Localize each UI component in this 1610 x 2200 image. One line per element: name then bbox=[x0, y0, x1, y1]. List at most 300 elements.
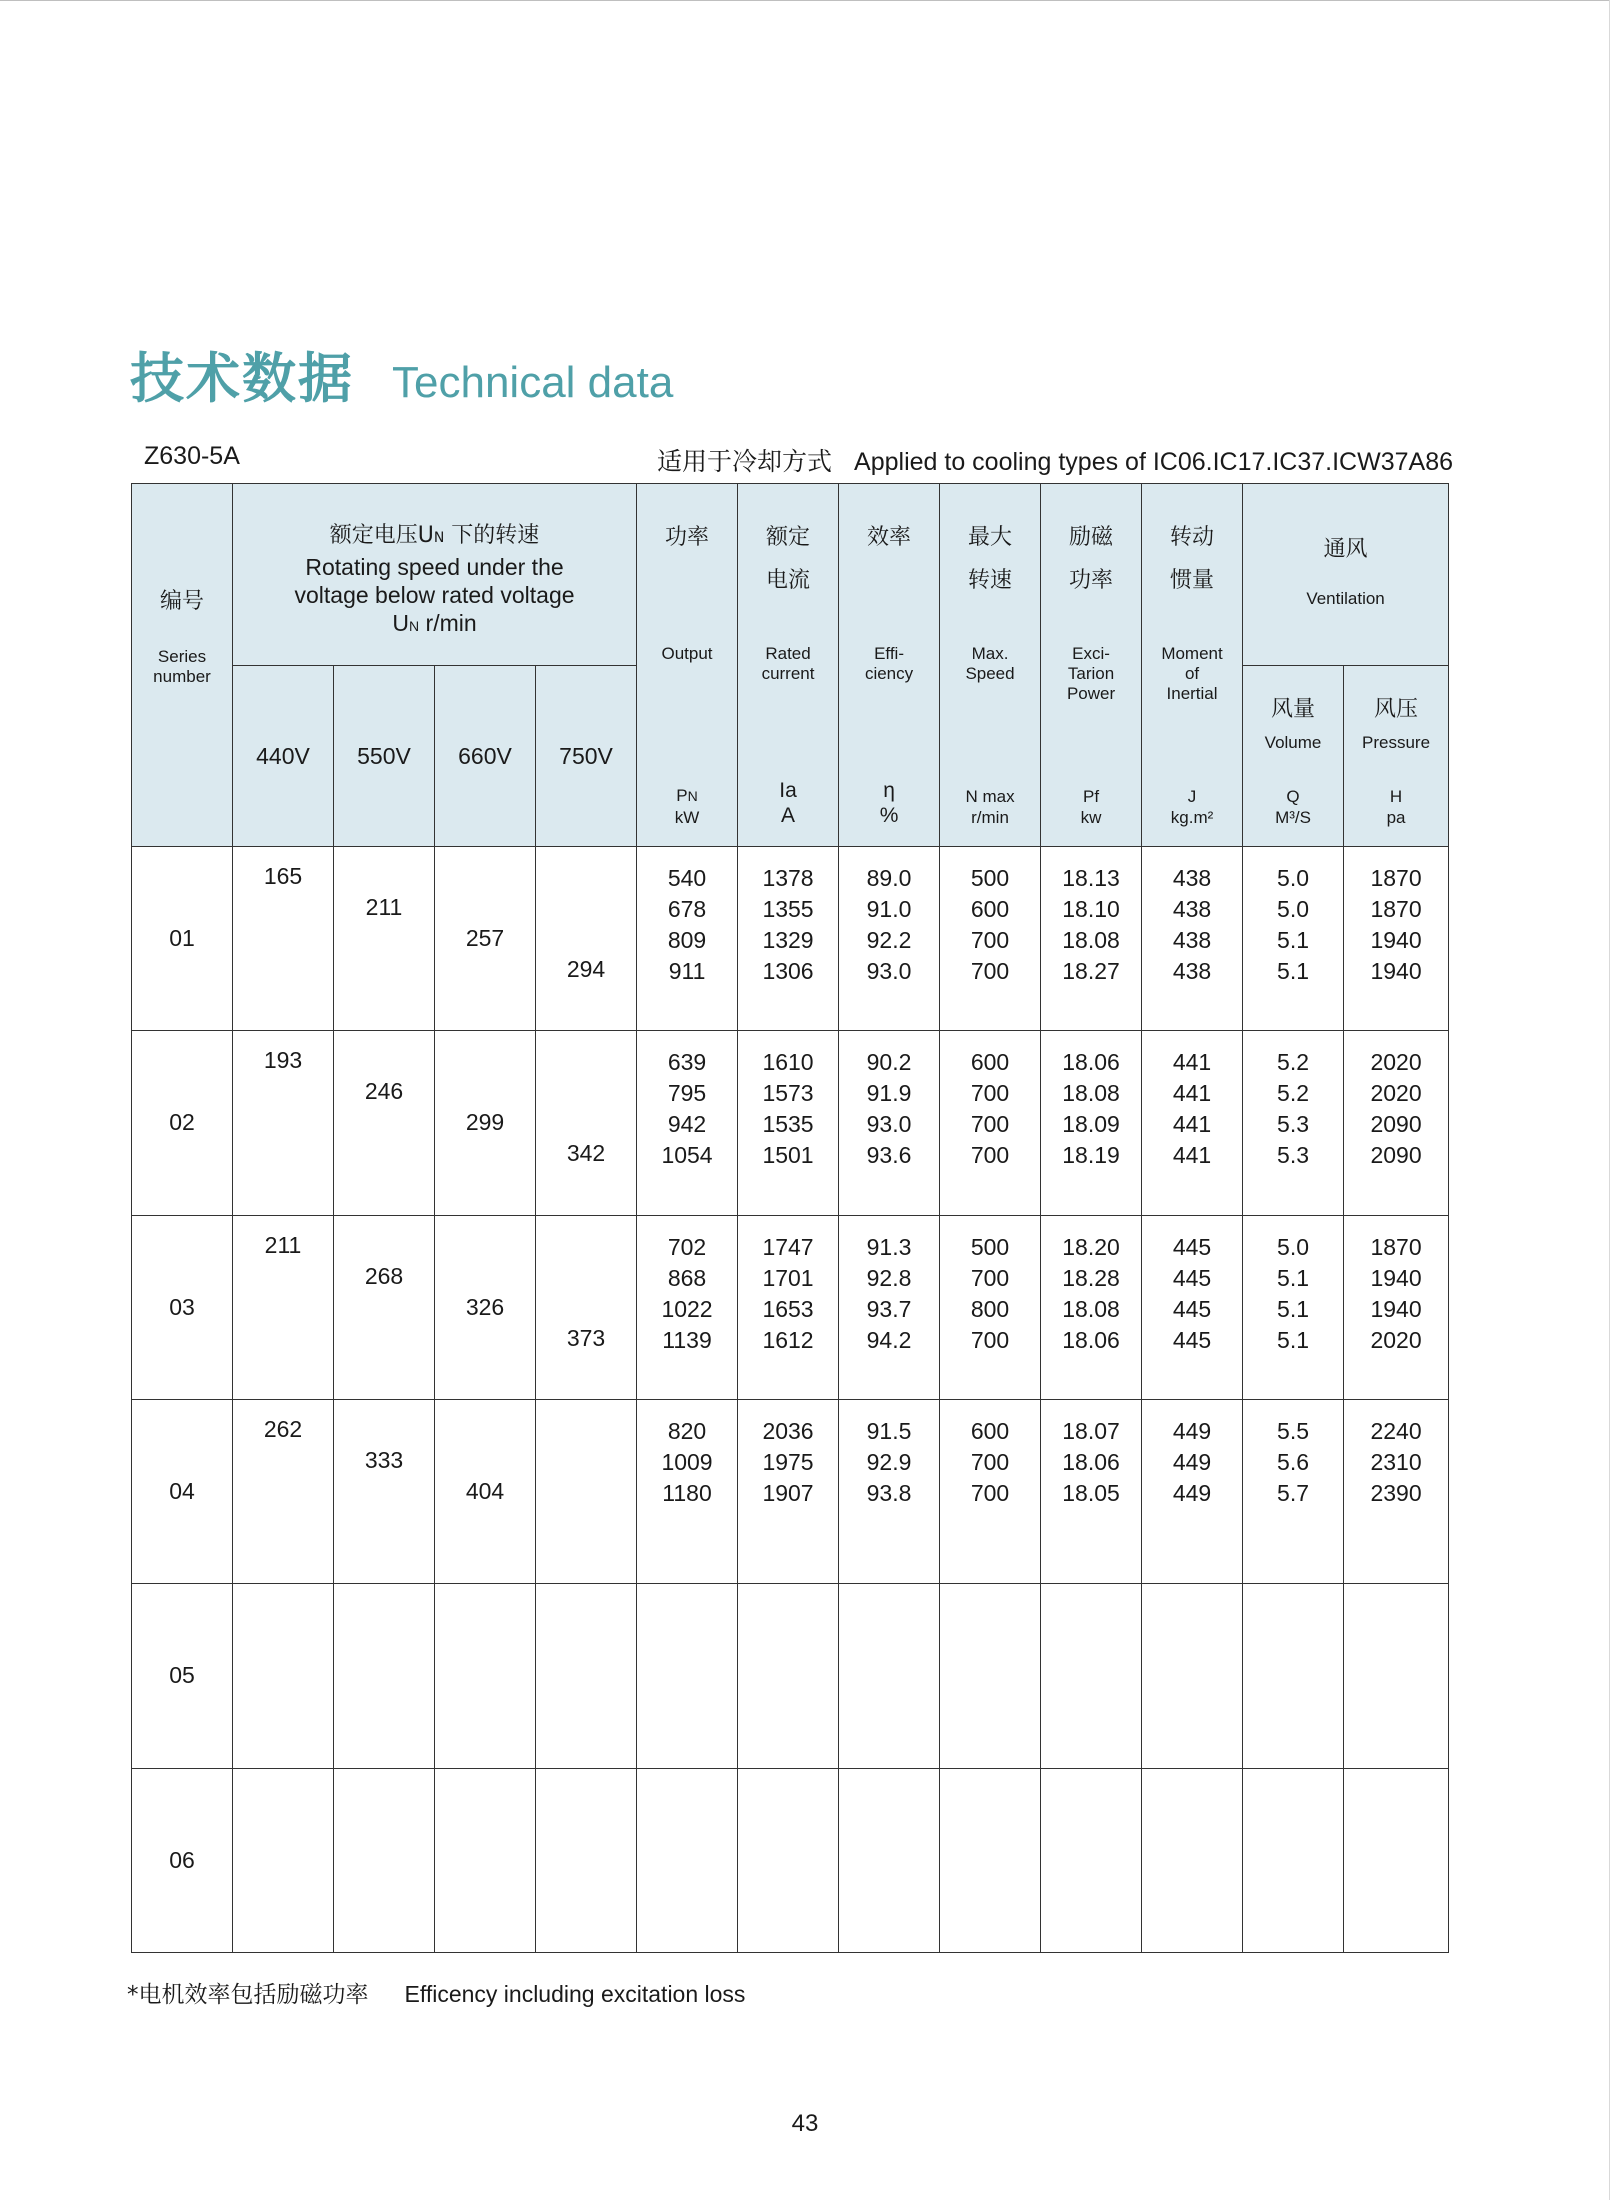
series-number-cell: 06 bbox=[132, 1768, 233, 1952]
pf-cell bbox=[1041, 847, 1142, 1031]
j-value: 449 bbox=[1172, 1448, 1212, 1475]
pf-value: 18.06 bbox=[1062, 1326, 1120, 1353]
rated-speed-value bbox=[536, 1876, 636, 1907]
excitation-en1: Exci- bbox=[1072, 644, 1110, 663]
current-en2: current bbox=[761, 664, 815, 683]
output-value: 809 bbox=[667, 927, 707, 953]
speed-cell bbox=[940, 1399, 1041, 1583]
speed-v550-cell bbox=[334, 847, 435, 1031]
speed-v440-cell bbox=[233, 1768, 334, 1952]
eff-value: 93.0 bbox=[866, 1111, 912, 1138]
q-value: 5.0 bbox=[1277, 865, 1310, 891]
current-cell bbox=[738, 847, 839, 1031]
efficiency-en1: Effi- bbox=[874, 644, 904, 663]
speed-cn1: 最大 bbox=[968, 525, 1013, 550]
speed-cell bbox=[940, 1215, 1041, 1399]
output-cn: 功率 bbox=[665, 525, 710, 550]
rated-speed-value: 373 bbox=[566, 1324, 606, 1351]
speed-value: 700 bbox=[970, 1264, 1010, 1291]
speed-v750-cell bbox=[536, 1399, 637, 1583]
pressure-unit1: H bbox=[1389, 787, 1403, 806]
current-cell bbox=[738, 1399, 839, 1583]
pf-value: 18.05 bbox=[1062, 1479, 1120, 1506]
eff-value: 91.5 bbox=[866, 1417, 912, 1444]
speed-v440-cell bbox=[233, 1215, 334, 1399]
speed-value: 700 bbox=[970, 1080, 1010, 1107]
pf-value: 18.10 bbox=[1062, 896, 1120, 922]
excitation-unit1: Pf bbox=[1083, 787, 1100, 806]
inertia-en1: Moment bbox=[1161, 644, 1223, 663]
current-value: 1573 bbox=[762, 1080, 814, 1107]
h-value: 1870 bbox=[1370, 1233, 1422, 1260]
inertia-cn2: 惯量 bbox=[1170, 568, 1215, 593]
pf-value: 18.09 bbox=[1062, 1111, 1120, 1138]
volume-cn: 风量 bbox=[1271, 697, 1316, 722]
j-value: 441 bbox=[1172, 1142, 1212, 1169]
ventilation-header bbox=[1243, 484, 1449, 666]
eff-value: 94.2 bbox=[866, 1326, 912, 1353]
j-cell bbox=[1142, 1031, 1243, 1215]
inertia-header bbox=[1142, 484, 1243, 847]
speed-v660-cell bbox=[435, 1584, 536, 1768]
pressure-unit2: pa bbox=[1386, 808, 1406, 827]
speed-v550-cell bbox=[334, 1584, 435, 1768]
rated-speed-value: 299 bbox=[465, 1109, 505, 1136]
rotating-en3-pre: U bbox=[392, 610, 410, 636]
pf-value: 18.27 bbox=[1062, 958, 1120, 984]
current-value: 1535 bbox=[762, 1111, 814, 1138]
rotating-speed-header bbox=[233, 484, 637, 666]
speed-en1: Max. bbox=[971, 644, 1009, 663]
pf-cell bbox=[1041, 1215, 1142, 1399]
rated-speed-value: 268 bbox=[364, 1262, 404, 1289]
pf-value: 18.07 bbox=[1062, 1417, 1120, 1444]
speed-value: 800 bbox=[970, 1295, 1010, 1322]
eff-cell bbox=[839, 1584, 940, 1768]
speed-v750-cell bbox=[536, 1584, 637, 1768]
eff-cell bbox=[839, 847, 940, 1031]
eff-value: 93.0 bbox=[866, 958, 912, 984]
voltage-660v: 660V bbox=[435, 666, 536, 847]
current-value: 1329 bbox=[762, 927, 814, 953]
output-header bbox=[637, 484, 738, 847]
title-en: Technical data bbox=[392, 358, 674, 407]
footnote-en: Efficency including excitation loss bbox=[404, 1981, 746, 2007]
h-value: 1940 bbox=[1370, 1264, 1422, 1291]
rated-speed-value: 246 bbox=[364, 1078, 404, 1105]
speed-v750-cell bbox=[536, 847, 637, 1031]
volume-unit1: Q bbox=[1286, 787, 1300, 806]
pf-cell bbox=[1041, 1399, 1142, 1583]
series-number-cell: 03 bbox=[132, 1215, 233, 1399]
series-number-cell: 02 bbox=[132, 1031, 233, 1215]
inertia-unit2: kg.m² bbox=[1170, 808, 1214, 827]
page-title bbox=[130, 336, 673, 413]
eff-value: 91.0 bbox=[866, 896, 912, 922]
speed-value: 600 bbox=[970, 1417, 1010, 1444]
j-value: 438 bbox=[1172, 896, 1212, 922]
output-value: 820 bbox=[667, 1417, 707, 1444]
q-value: 5.1 bbox=[1277, 1326, 1310, 1353]
speed-cell bbox=[940, 847, 1041, 1031]
q-value: 5.7 bbox=[1277, 1479, 1310, 1506]
table-row bbox=[132, 1768, 1449, 1952]
table-row bbox=[132, 1031, 1449, 1215]
speed-value: 500 bbox=[970, 865, 1010, 891]
pressure-en: Pressure bbox=[1362, 733, 1431, 752]
q-value: 5.0 bbox=[1277, 1233, 1310, 1260]
pf-value: 18.13 bbox=[1062, 865, 1120, 891]
speed-v750-cell bbox=[536, 1215, 637, 1399]
rated-speed-value: 165 bbox=[263, 863, 303, 889]
pf-value: 18.08 bbox=[1062, 927, 1120, 953]
speed-v440-cell bbox=[233, 1399, 334, 1583]
speed-value: 700 bbox=[970, 1448, 1010, 1475]
current-unit2: A bbox=[781, 804, 796, 827]
rotating-cn-post: 下的转速 bbox=[444, 523, 540, 548]
output-value: 540 bbox=[667, 865, 707, 891]
volume-header bbox=[1243, 666, 1344, 847]
efficiency-cn: 效率 bbox=[867, 525, 912, 550]
current-value: 1306 bbox=[762, 958, 814, 984]
excitation-header bbox=[1041, 484, 1142, 847]
rated-speed-value: 342 bbox=[566, 1140, 606, 1167]
volume-en: Volume bbox=[1264, 733, 1322, 752]
h-value: 2390 bbox=[1370, 1479, 1422, 1506]
q-cell bbox=[1243, 847, 1344, 1031]
q-cell bbox=[1243, 1215, 1344, 1399]
speed-value: 500 bbox=[970, 1233, 1010, 1260]
eff-value: 92.2 bbox=[866, 927, 912, 953]
speed-cell bbox=[940, 1768, 1041, 1952]
q-value: 5.5 bbox=[1277, 1417, 1310, 1444]
output-value: 942 bbox=[667, 1111, 707, 1138]
q-value: 5.1 bbox=[1277, 1264, 1310, 1291]
output-value: 795 bbox=[667, 1080, 707, 1107]
pf-value: 18.20 bbox=[1062, 1233, 1120, 1260]
output-value: 868 bbox=[667, 1264, 707, 1291]
speed-v550-cell bbox=[334, 1768, 435, 1952]
current-value: 1355 bbox=[762, 896, 814, 922]
j-value: 449 bbox=[1172, 1417, 1212, 1444]
speed-value: 700 bbox=[970, 1111, 1010, 1138]
output-cell bbox=[637, 1031, 738, 1215]
rated-speed-value: 294 bbox=[566, 956, 606, 982]
footnote-cn: *电机效率包括励磁功率 bbox=[127, 1982, 369, 2008]
excitation-en3: Power bbox=[1066, 684, 1116, 703]
h-cell bbox=[1344, 1215, 1449, 1399]
speed-header bbox=[940, 484, 1041, 847]
rated-speed-value: 333 bbox=[364, 1446, 404, 1473]
j-cell bbox=[1142, 1215, 1243, 1399]
speed-cell bbox=[940, 1031, 1041, 1215]
output-cell bbox=[637, 1215, 738, 1399]
speed-v440-cell bbox=[233, 1031, 334, 1215]
rotating-en3-sub: N bbox=[409, 618, 420, 634]
pf-value: 18.28 bbox=[1062, 1264, 1120, 1291]
speed-cn2: 转速 bbox=[968, 568, 1013, 593]
rated-speed-value: 257 bbox=[465, 925, 505, 951]
j-cell bbox=[1142, 1584, 1243, 1768]
q-cell bbox=[1243, 1031, 1344, 1215]
q-value: 5.0 bbox=[1277, 896, 1310, 922]
h-value: 2020 bbox=[1370, 1080, 1422, 1107]
current-value: 1747 bbox=[762, 1233, 814, 1260]
series-number-cell: 01 bbox=[132, 847, 233, 1031]
pf-value: 18.06 bbox=[1062, 1049, 1120, 1076]
eff-cell bbox=[839, 1215, 940, 1399]
rotating-cn-pre: 额定电压U bbox=[329, 523, 434, 548]
output-value: 1009 bbox=[661, 1448, 713, 1475]
j-value: 438 bbox=[1172, 927, 1212, 953]
rotating-en3 bbox=[233, 609, 636, 640]
eff-value: 92.9 bbox=[866, 1448, 912, 1475]
inertia-en3: Inertial bbox=[1166, 684, 1218, 703]
rated-speed-value bbox=[435, 1845, 535, 1876]
eff-value: 91.9 bbox=[866, 1080, 912, 1107]
speed-unit1: N max bbox=[965, 787, 1015, 806]
rated-speed-value: 211 bbox=[264, 1231, 302, 1258]
pressure-cn: 风压 bbox=[1374, 697, 1419, 722]
rated-speed-value: 326 bbox=[465, 1293, 505, 1320]
h-value: 1940 bbox=[1370, 927, 1422, 953]
pf-cell bbox=[1041, 1584, 1142, 1768]
output-cell bbox=[637, 847, 738, 1031]
cooling-cn: 适用于冷却方式 bbox=[657, 447, 833, 476]
current-cn1: 额定 bbox=[766, 525, 811, 550]
rated-speed-value: 193 bbox=[263, 1047, 303, 1074]
rated-speed-value bbox=[435, 1660, 535, 1691]
h-value: 1940 bbox=[1370, 958, 1422, 984]
q-value: 5.3 bbox=[1277, 1142, 1310, 1169]
speed-v660-cell bbox=[435, 1399, 536, 1583]
speed-v550-cell bbox=[334, 1399, 435, 1583]
rated-speed-value bbox=[334, 1814, 434, 1845]
speed-v550-cell bbox=[334, 1031, 435, 1215]
current-header bbox=[738, 484, 839, 847]
h-cell bbox=[1344, 1768, 1449, 1952]
inertia-cn1: 转动 bbox=[1170, 525, 1215, 550]
current-value: 1501 bbox=[762, 1142, 814, 1169]
eff-value: 93.8 bbox=[866, 1479, 912, 1506]
q-value: 5.2 bbox=[1277, 1080, 1310, 1107]
eff-value: 89.0 bbox=[866, 865, 912, 891]
output-en: Output bbox=[661, 644, 713, 663]
series-number-cell: 05 bbox=[132, 1584, 233, 1768]
j-cell bbox=[1142, 847, 1243, 1031]
h-value: 1870 bbox=[1370, 865, 1422, 891]
h-value: 1870 bbox=[1370, 896, 1422, 922]
speed-value: 700 bbox=[970, 1142, 1010, 1169]
efficiency-unit2: % bbox=[879, 804, 899, 827]
speed-v440-cell bbox=[233, 847, 334, 1031]
j-value: 441 bbox=[1172, 1080, 1212, 1107]
speed-v440-cell bbox=[233, 1584, 334, 1768]
h-value: 2090 bbox=[1370, 1142, 1422, 1169]
rated-speed-value bbox=[233, 1783, 333, 1814]
current-value: 2036 bbox=[762, 1417, 814, 1444]
current-unit1: Ia bbox=[779, 779, 797, 802]
rotating-en3-post: r/min bbox=[419, 610, 477, 636]
title-cn: 技术数据 bbox=[130, 347, 354, 410]
q-value: 5.2 bbox=[1277, 1049, 1310, 1076]
current-value: 1653 bbox=[762, 1295, 814, 1322]
pressure-header bbox=[1344, 666, 1449, 847]
j-value: 441 bbox=[1172, 1111, 1212, 1138]
excitation-en2: Tarion bbox=[1067, 664, 1115, 683]
table-row bbox=[132, 847, 1449, 1031]
q-cell bbox=[1243, 1768, 1344, 1952]
speed-value: 700 bbox=[970, 958, 1010, 984]
j-value: 438 bbox=[1172, 865, 1212, 891]
q-value: 5.1 bbox=[1277, 1295, 1310, 1322]
rated-speed-value bbox=[536, 1507, 636, 1538]
current-en1: Rated bbox=[765, 644, 811, 663]
q-value: 5.3 bbox=[1277, 1111, 1310, 1138]
series-number-cell: 04 bbox=[132, 1399, 233, 1583]
output-cell bbox=[637, 1399, 738, 1583]
j-value: 445 bbox=[1172, 1233, 1212, 1260]
speed-v750-cell bbox=[536, 1031, 637, 1215]
current-value: 1701 bbox=[762, 1264, 814, 1291]
q-value: 5.1 bbox=[1277, 958, 1310, 984]
footnote bbox=[127, 1976, 745, 2009]
voltage-550v: 550V bbox=[334, 666, 435, 847]
current-value: 1610 bbox=[762, 1049, 814, 1076]
j-value: 445 bbox=[1172, 1326, 1212, 1353]
eff-value: 92.8 bbox=[866, 1264, 912, 1291]
output-value: 1022 bbox=[661, 1295, 713, 1322]
voltage-750v: 750V bbox=[536, 666, 637, 847]
speed-value: 700 bbox=[970, 1479, 1010, 1506]
q-cell bbox=[1243, 1584, 1344, 1768]
excitation-unit2: kw bbox=[1080, 808, 1102, 827]
j-cell bbox=[1142, 1399, 1243, 1583]
output-unit1 bbox=[637, 785, 737, 807]
output-value: 678 bbox=[667, 896, 707, 922]
h-cell bbox=[1344, 1399, 1449, 1583]
inertia-unit1: J bbox=[1187, 787, 1197, 806]
h-cell bbox=[1344, 1584, 1449, 1768]
h-value: 2310 bbox=[1370, 1448, 1422, 1475]
current-cell bbox=[738, 1215, 839, 1399]
excitation-cn2: 功率 bbox=[1069, 568, 1114, 593]
eff-cell bbox=[839, 1399, 940, 1583]
pf-value: 18.19 bbox=[1062, 1142, 1120, 1169]
output-value: 1180 bbox=[662, 1479, 712, 1506]
output-value: 702 bbox=[667, 1233, 707, 1260]
voltage-440v: 440V bbox=[233, 666, 334, 847]
excitation-cn1: 励磁 bbox=[1069, 525, 1114, 550]
output-value: 911 bbox=[668, 958, 706, 984]
rated-speed-value bbox=[334, 1629, 434, 1660]
current-cell bbox=[738, 1031, 839, 1215]
rated-speed-value bbox=[536, 1691, 636, 1722]
pf-cell bbox=[1041, 1768, 1142, 1952]
rated-speed-value bbox=[233, 1598, 333, 1629]
speed-value: 700 bbox=[970, 1326, 1010, 1353]
current-cn2: 电流 bbox=[766, 568, 811, 593]
efficiency-en2: ciency bbox=[864, 664, 914, 683]
output-value: 639 bbox=[667, 1049, 707, 1076]
speed-value: 600 bbox=[970, 896, 1010, 922]
rotating-en2: voltage below rated voltage bbox=[294, 582, 575, 608]
j-value: 449 bbox=[1172, 1479, 1212, 1506]
output-cell bbox=[637, 1768, 738, 1952]
h-value: 1940 bbox=[1370, 1295, 1422, 1322]
pf-cell bbox=[1041, 1031, 1142, 1215]
output-value: 1054 bbox=[661, 1142, 713, 1169]
speed-cell bbox=[940, 1584, 1041, 1768]
volume-unit2: M³/S bbox=[1275, 808, 1311, 827]
j-cell bbox=[1142, 1768, 1243, 1952]
speed-value: 700 bbox=[970, 927, 1010, 953]
j-value: 441 bbox=[1172, 1049, 1212, 1076]
efficiency-unit1: η bbox=[883, 779, 895, 802]
eff-cell bbox=[839, 1031, 940, 1215]
q-value: 5.1 bbox=[1277, 927, 1310, 953]
output-unit2: kW bbox=[674, 808, 700, 827]
efficiency-header bbox=[839, 484, 940, 847]
speed-v660-cell bbox=[435, 1031, 536, 1215]
eff-value: 90.2 bbox=[866, 1049, 912, 1076]
current-value: 1378 bbox=[762, 865, 814, 891]
j-value: 438 bbox=[1172, 958, 1212, 984]
q-cell bbox=[1243, 1399, 1344, 1583]
h-value: 2240 bbox=[1370, 1417, 1422, 1444]
q-value: 5.6 bbox=[1277, 1448, 1310, 1475]
ventilation-cn: 通风 bbox=[1323, 537, 1368, 562]
cooling-types bbox=[657, 442, 1453, 478]
h-cell bbox=[1344, 1031, 1449, 1215]
pf-value: 18.06 bbox=[1062, 1448, 1120, 1475]
series-cn: 编号 bbox=[159, 589, 204, 614]
eff-cell bbox=[839, 1768, 940, 1952]
table-row bbox=[132, 1399, 1449, 1583]
output-value: 1139 bbox=[662, 1326, 712, 1353]
speed-v750-cell bbox=[536, 1768, 637, 1952]
technical-data-table bbox=[131, 483, 1449, 1953]
page-top-border bbox=[0, 0, 1610, 1]
speed-v550-cell bbox=[334, 1215, 435, 1399]
speed-v660-cell bbox=[435, 1768, 536, 1952]
eff-value: 91.3 bbox=[866, 1233, 912, 1260]
page-number: 43 bbox=[791, 2110, 819, 2137]
h-value: 2020 bbox=[1370, 1326, 1422, 1353]
rated-speed-value: 262 bbox=[263, 1415, 303, 1442]
series-en1: Series bbox=[157, 647, 207, 666]
model-label: Z630-5A bbox=[144, 442, 240, 470]
rotating-cn bbox=[233, 518, 636, 549]
current-cell bbox=[738, 1768, 839, 1952]
rated-speed-value: 404 bbox=[465, 1477, 505, 1504]
current-cell bbox=[738, 1584, 839, 1768]
pf-value: 18.08 bbox=[1062, 1080, 1120, 1107]
inertia-en2: of bbox=[1184, 664, 1200, 683]
j-value: 445 bbox=[1172, 1295, 1212, 1322]
current-value: 1907 bbox=[762, 1479, 814, 1506]
rated-speed-value: 211 bbox=[365, 894, 403, 920]
speed-v660-cell bbox=[435, 1215, 536, 1399]
speed-unit2: r/min bbox=[971, 808, 1009, 827]
rotating-cn-sub: N bbox=[433, 530, 445, 546]
speed-v660-cell bbox=[435, 847, 536, 1031]
table-row bbox=[132, 1215, 1449, 1399]
eff-value: 93.6 bbox=[866, 1142, 912, 1169]
output-cell bbox=[637, 1584, 738, 1768]
h-cell bbox=[1344, 847, 1449, 1031]
eff-value: 93.7 bbox=[866, 1295, 912, 1322]
